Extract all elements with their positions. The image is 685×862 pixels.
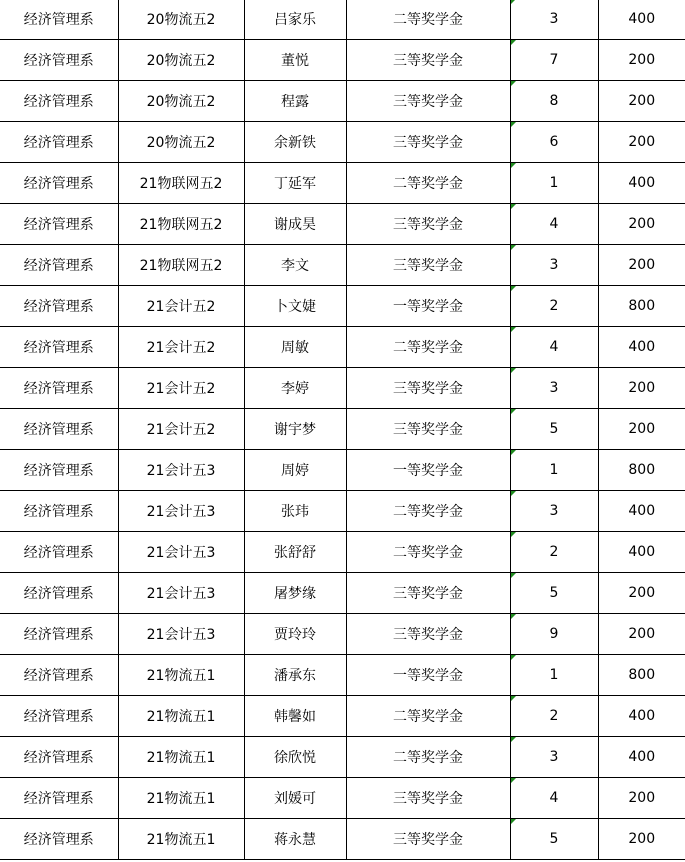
cell-amount[interactable]: 200 [598, 409, 685, 450]
cell-amount[interactable]: 800 [598, 655, 685, 696]
cell-rank[interactable]: 4 [510, 204, 598, 245]
cell-amount[interactable]: 200 [598, 81, 685, 122]
cell-class[interactable]: 21物流五1 [118, 696, 244, 737]
cell-class[interactable]: 20物流五2 [118, 40, 244, 81]
table-row [0, 614, 685, 655]
cell-award[interactable]: 三等奖学金 [346, 40, 510, 81]
cell-student-name[interactable]: 程露 [244, 81, 346, 122]
cell-department[interactable]: 经济管理系 [0, 614, 118, 655]
cell-award[interactable]: 二等奖学金 [346, 0, 510, 40]
cell-rank[interactable]: 4 [510, 327, 598, 368]
cell-rank[interactable]: 5 [510, 573, 598, 614]
cell-rank[interactable]: 1 [510, 450, 598, 491]
cell-rank[interactable]: 2 [510, 696, 598, 737]
cell-amount[interactable]: 200 [598, 204, 685, 245]
cell-amount[interactable]: 400 [598, 737, 685, 778]
cell-rank[interactable]: 3 [510, 368, 598, 409]
cell-award[interactable]: 三等奖学金 [346, 245, 510, 286]
table-row [0, 696, 685, 737]
table-row [0, 368, 685, 409]
cell-department[interactable]: 经济管理系 [0, 245, 118, 286]
cell-amount[interactable]: 200 [598, 573, 685, 614]
cell-department[interactable]: 经济管理系 [0, 737, 118, 778]
cell-class[interactable]: 21会计五2 [118, 327, 244, 368]
cell-rank[interactable]: 1 [510, 655, 598, 696]
table-row [0, 409, 685, 450]
cell-department[interactable]: 经济管理系 [0, 81, 118, 122]
cell-amount[interactable]: 400 [598, 163, 685, 204]
table-row [0, 491, 685, 532]
cell-award[interactable]: 三等奖学金 [346, 204, 510, 245]
cell-amount[interactable]: 800 [598, 286, 685, 327]
cell-student-name[interactable]: 余新铁 [244, 122, 346, 163]
cell-department[interactable]: 经济管理系 [0, 286, 118, 327]
cell-department[interactable]: 经济管理系 [0, 327, 118, 368]
cell-student-name[interactable]: 徐欣悦 [244, 737, 346, 778]
cell-student-name[interactable]: 蒋永慧 [244, 819, 346, 860]
cell-class[interactable]: 21物流五1 [118, 737, 244, 778]
cell-amount[interactable]: 200 [598, 122, 685, 163]
table-row [0, 532, 685, 573]
cell-rank[interactable]: 5 [510, 409, 598, 450]
cell-department[interactable]: 经济管理系 [0, 491, 118, 532]
cell-student-name[interactable]: 韩馨如 [244, 696, 346, 737]
cell-award[interactable]: 二等奖学金 [346, 163, 510, 204]
cell-rank[interactable]: 2 [510, 532, 598, 573]
table-row [0, 122, 685, 163]
cell-class[interactable]: 21会计五2 [118, 368, 244, 409]
cell-class[interactable]: 21会计五2 [118, 409, 244, 450]
cell-class[interactable]: 21会计五2 [118, 286, 244, 327]
cell-student-name[interactable]: 董悦 [244, 40, 346, 81]
cell-amount[interactable]: 200 [598, 614, 685, 655]
table-row [0, 163, 685, 204]
table-row [0, 286, 685, 327]
cell-department[interactable]: 经济管理系 [0, 122, 118, 163]
table-row [0, 204, 685, 245]
cell-amount[interactable]: 200 [598, 778, 685, 819]
cell-amount[interactable]: 200 [598, 245, 685, 286]
cell-class[interactable]: 21物流五1 [118, 778, 244, 819]
table-row [0, 819, 685, 860]
cell-class[interactable]: 20物流五2 [118, 81, 244, 122]
cell-rank[interactable]: 2 [510, 286, 598, 327]
cell-department[interactable]: 经济管理系 [0, 40, 118, 81]
cell-award[interactable]: 三等奖学金 [346, 122, 510, 163]
cell-rank[interactable]: 8 [510, 81, 598, 122]
cell-amount[interactable]: 400 [598, 0, 685, 40]
cell-department[interactable]: 经济管理系 [0, 204, 118, 245]
cell-student-name[interactable]: 李婷 [244, 368, 346, 409]
cell-department[interactable]: 经济管理系 [0, 778, 118, 819]
cell-amount[interactable]: 800 [598, 450, 685, 491]
cell-student-name[interactable]: 屠梦缘 [244, 573, 346, 614]
table-row [0, 655, 685, 696]
cell-class[interactable]: 21物联网五2 [118, 245, 244, 286]
table-row [0, 737, 685, 778]
cell-class[interactable]: 21会计五3 [118, 532, 244, 573]
cell-class[interactable]: 20物流五2 [118, 0, 244, 40]
cell-student-name[interactable]: 谢成昊 [244, 204, 346, 245]
cell-department[interactable]: 经济管理系 [0, 573, 118, 614]
cell-class[interactable]: 21会计五3 [118, 614, 244, 655]
table-row [0, 245, 685, 286]
cell-amount[interactable]: 400 [598, 327, 685, 368]
cell-award[interactable]: 三等奖学金 [346, 81, 510, 122]
cell-rank[interactable]: 7 [510, 40, 598, 81]
cell-rank[interactable]: 9 [510, 614, 598, 655]
cell-class[interactable]: 21物联网五2 [118, 163, 244, 204]
cell-class[interactable]: 21会计五3 [118, 491, 244, 532]
cell-student-name[interactable]: 潘承东 [244, 655, 346, 696]
cell-department[interactable]: 经济管理系 [0, 163, 118, 204]
table-row [0, 778, 685, 819]
cell-class[interactable]: 20物流五2 [118, 122, 244, 163]
table-row [0, 0, 685, 40]
cell-class[interactable]: 21物联网五2 [118, 204, 244, 245]
cell-student-name[interactable]: 贾玲玲 [244, 614, 346, 655]
cell-student-name[interactable]: 卜文婕 [244, 286, 346, 327]
cell-rank[interactable]: 3 [510, 737, 598, 778]
cell-award[interactable]: 三等奖学金 [346, 573, 510, 614]
cell-student-name[interactable]: 周婷 [244, 450, 346, 491]
cell-award[interactable]: 二等奖学金 [346, 696, 510, 737]
cell-student-name[interactable]: 刘媛可 [244, 778, 346, 819]
cell-class[interactable]: 21会计五3 [118, 450, 244, 491]
cell-student-name[interactable]: 谢宇梦 [244, 409, 346, 450]
cell-student-name[interactable]: 张舒舒 [244, 532, 346, 573]
cell-award[interactable]: 三等奖学金 [346, 819, 510, 860]
cell-department[interactable]: 经济管理系 [0, 450, 118, 491]
cell-student-name[interactable]: 吕家乐 [244, 0, 346, 40]
cell-rank[interactable]: 3 [510, 491, 598, 532]
cell-award[interactable]: 二等奖学金 [346, 327, 510, 368]
cell-student-name[interactable]: 丁延军 [244, 163, 346, 204]
cell-award[interactable]: 二等奖学金 [346, 491, 510, 532]
table-row [0, 450, 685, 491]
cell-rank[interactable]: 4 [510, 778, 598, 819]
cell-award[interactable]: 三等奖学金 [346, 778, 510, 819]
cell-rank[interactable]: 3 [510, 245, 598, 286]
table-row [0, 573, 685, 614]
cell-student-name[interactable]: 周敏 [244, 327, 346, 368]
cell-department[interactable]: 经济管理系 [0, 696, 118, 737]
cell-department[interactable]: 经济管理系 [0, 0, 118, 40]
cell-award[interactable]: 一等奖学金 [346, 450, 510, 491]
cell-class[interactable]: 21会计五3 [118, 573, 244, 614]
cell-award[interactable]: 三等奖学金 [346, 368, 510, 409]
cell-student-name[interactable]: 李文 [244, 245, 346, 286]
cell-award[interactable]: 一等奖学金 [346, 655, 510, 696]
cell-class[interactable]: 21物流五1 [118, 655, 244, 696]
cell-amount[interactable]: 400 [598, 532, 685, 573]
table-row [0, 327, 685, 368]
cell-amount[interactable]: 400 [598, 491, 685, 532]
cell-award[interactable]: 三等奖学金 [346, 409, 510, 450]
cell-department[interactable]: 经济管理系 [0, 368, 118, 409]
cell-award[interactable]: 二等奖学金 [346, 532, 510, 573]
table-row [0, 81, 685, 122]
cell-department[interactable]: 经济管理系 [0, 409, 118, 450]
cell-amount[interactable]: 200 [598, 40, 685, 81]
cell-department[interactable]: 经济管理系 [0, 819, 118, 860]
cell-rank[interactable]: 3 [510, 0, 598, 40]
cell-rank[interactable]: 6 [510, 122, 598, 163]
cell-department[interactable]: 经济管理系 [0, 655, 118, 696]
cell-amount[interactable]: 200 [598, 819, 685, 860]
cell-class[interactable]: 21物流五1 [118, 819, 244, 860]
cell-student-name[interactable]: 张玮 [244, 491, 346, 532]
table-row [0, 40, 685, 81]
cell-rank[interactable]: 1 [510, 163, 598, 204]
cell-award[interactable]: 一等奖学金 [346, 286, 510, 327]
cell-amount[interactable]: 200 [598, 368, 685, 409]
cell-amount[interactable]: 400 [598, 696, 685, 737]
cell-award[interactable]: 二等奖学金 [346, 737, 510, 778]
cell-rank[interactable]: 5 [510, 819, 598, 860]
cell-department[interactable]: 经济管理系 [0, 532, 118, 573]
cell-award[interactable]: 三等奖学金 [346, 614, 510, 655]
